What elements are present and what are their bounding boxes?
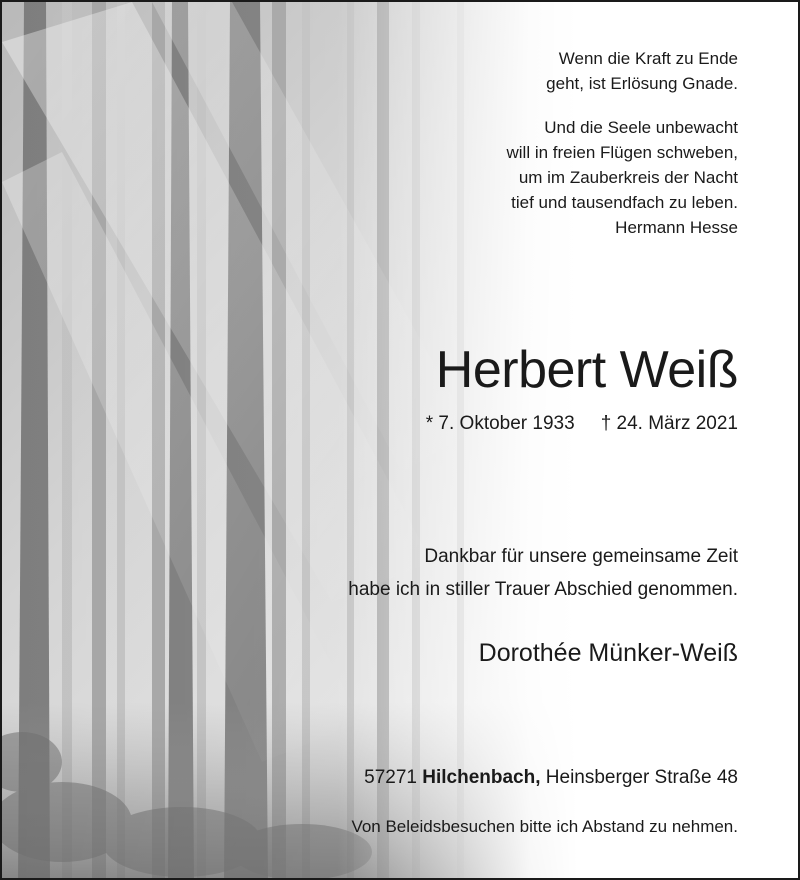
poem-line: um im Zauberkreis der Nacht — [518, 168, 738, 187]
death-date: † 24. März 2021 — [600, 413, 738, 434]
poem-line: Wenn die Kraft zu Ende — [558, 49, 738, 68]
deceased-name: Herbert Weiß — [435, 341, 738, 399]
poem-stanza — [506, 46, 738, 96]
condolence-note: Von Beleidsbesuchen bitte ich Abstand zu nehmen. — [351, 817, 738, 836]
mourner-name: Dorothée Münker-Weiß — [478, 639, 738, 667]
farewell-text — [348, 540, 738, 606]
farewell-line: habe ich in stiller Trauer Abschied genommen. — [348, 579, 738, 600]
address-postcode: 57271 — [364, 767, 417, 788]
poem-line: tief und tausendfach zu leben. — [511, 193, 738, 212]
birth-date: * 7. Oktober 1933 — [425, 413, 575, 434]
poem-author: Hermann Hesse — [615, 218, 738, 237]
poem-line: will in freien Flügen schweben, — [506, 143, 738, 162]
address-line — [364, 764, 738, 792]
poem-block — [506, 46, 738, 240]
address-street: Heinsberger Straße 48 — [545, 767, 738, 788]
farewell-line: Dankbar für unsere gemeinsame Zeit — [424, 546, 738, 567]
poem-stanza — [506, 115, 738, 240]
address-city: Hilchenbach, — [422, 767, 541, 788]
poem-line: geht, ist Erlösung Gnade. — [546, 74, 738, 93]
life-dates — [426, 410, 738, 438]
poem-line: Und die Seele unbewacht — [544, 118, 738, 137]
